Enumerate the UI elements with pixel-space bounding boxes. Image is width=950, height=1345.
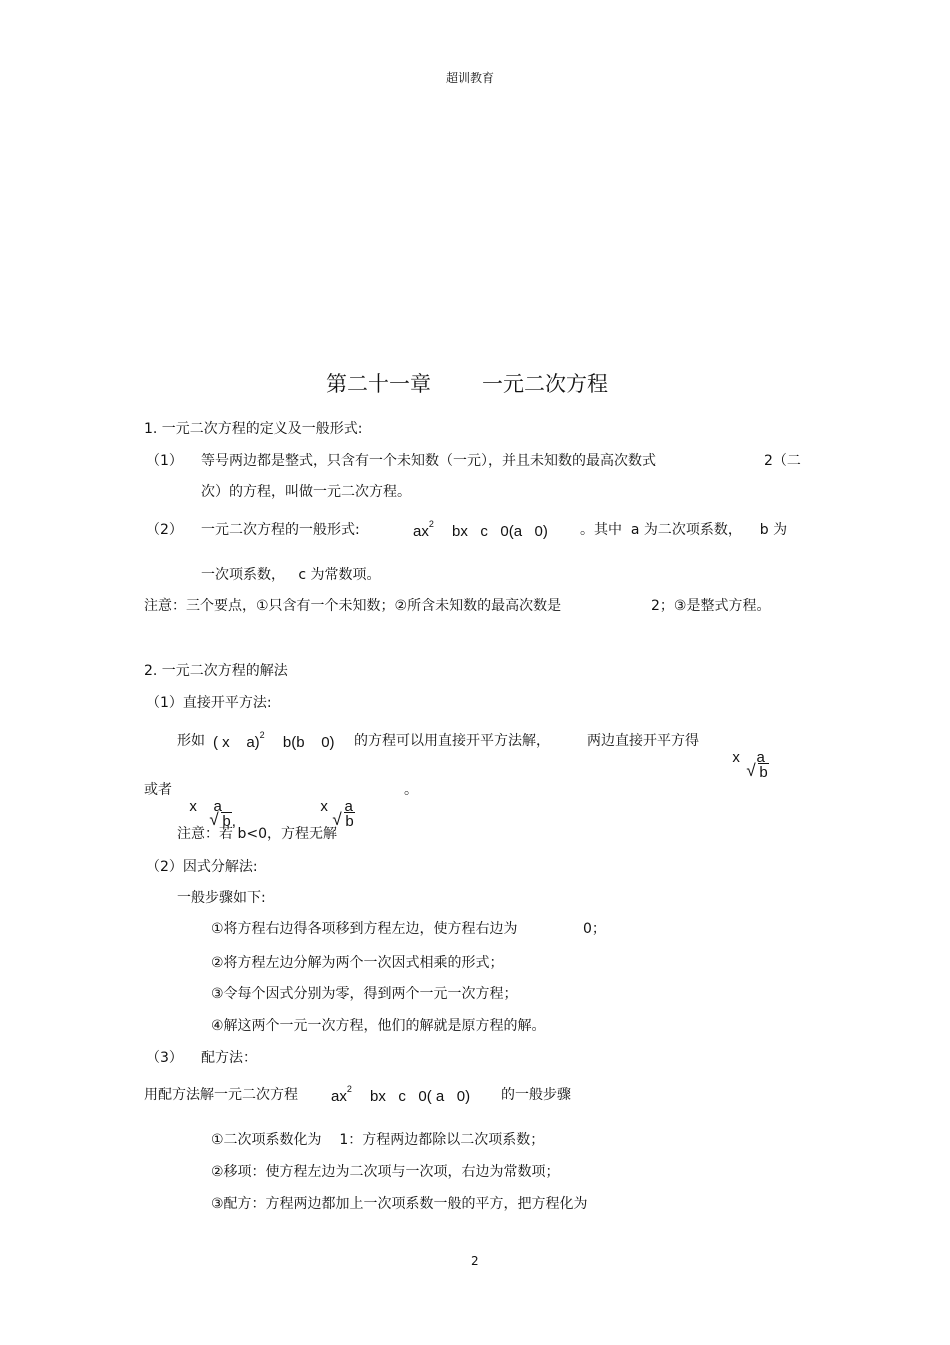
solution-plus: x a √ b,: [181, 784, 236, 829]
method-3-step-3: ③配方：方程两边都加上一次项系数一般的平方，把方程化为: [211, 1196, 588, 1212]
section-2-heading: 2. 一元二次方程的解法: [144, 663, 288, 679]
solution-end: 。: [404, 782, 418, 798]
method-3-step-2: ②移项：使方程左边为二次项与一次项，右边为常数项；: [211, 1164, 560, 1180]
or-label: 或者: [144, 782, 172, 798]
general-form-line-2: 一次项系数， c 为常数项。: [201, 567, 381, 583]
method-2-heading: （2）因式分解法:: [146, 859, 258, 875]
item-2-number: （2）: [146, 522, 183, 538]
sqrt-symbol: √ b: [211, 814, 231, 829]
item-1-number: （1）: [146, 453, 183, 469]
method-1-heading: （1）直接开平方法:: [146, 695, 272, 711]
method-1-mid: 的方程可以用直接开平方法解，: [354, 733, 550, 749]
method-3-number: （3）: [146, 1050, 183, 1066]
method-3-intro: 用配方法解一元二次方程: [144, 1087, 298, 1103]
page-number: 2: [471, 1254, 479, 1268]
definition-tail: 2（二: [764, 453, 801, 469]
method-3-step-1: ①二次项系数化为 1：方程两边都除以二次项系数；: [211, 1132, 545, 1148]
method-2-intro: 一般步骤如下:: [177, 890, 266, 906]
method-2-step-2: ②将方程左边分解为两个一次因式相乘的形式；: [211, 955, 504, 971]
method-2-step-4: ④解这两个一元一次方程，他们的解就是原方程的解。: [211, 1018, 546, 1034]
method-2-step-1-tail: 0；: [583, 921, 606, 937]
method-1-solution: x a √ b: [724, 735, 769, 780]
general-form-tail: 。其中 a 为二次项系数， b 为: [580, 522, 788, 538]
note-text: 注意：三个要点，①只含有一个未知数；②所含未知数的最高次数是: [144, 598, 562, 614]
method-2-step-1: ①将方程右边得各项移到方程左边，使方程右边为: [211, 921, 518, 937]
sqrt-symbol: √ b: [748, 765, 768, 780]
method-1-prefix: 形如: [177, 733, 205, 749]
method-3-heading: 配方法：: [201, 1050, 257, 1066]
chapter-title: 一元二次方程: [482, 372, 608, 396]
section-1-heading: 1. 一元二次方程的定义及一般形式:: [144, 421, 363, 437]
definition-text: 等号两边都是整式，只含有一个未知数（一元），并且未知数的最高次数式: [201, 453, 656, 469]
chapter-label: 第二十一章: [326, 372, 431, 396]
method-1-mid-2: 两边直接开平方得: [587, 733, 699, 749]
method-1-note: 注意：若 b<0，方程无解: [177, 826, 337, 842]
page-header: 超训教育: [446, 71, 495, 85]
solution-minus: x a √ b: [312, 784, 355, 829]
note-tail: 2；③是整式方程。: [651, 598, 771, 614]
general-form-equation: $ax^2$ bx c 0(a 0): [413, 519, 548, 540]
method-3-equation: $ax^2$ bx c 0( a 0): [331, 1084, 471, 1105]
method-2-step-3: ③令每个因式分别为零，得到两个一元一次方程；: [211, 986, 518, 1002]
definition-line-2: 次）的方程，叫做一元二次方程。: [201, 484, 411, 500]
method-3-tail: 的一般步骤: [501, 1087, 571, 1103]
method-1-equation: ( x a)$^2$ b(b 0): [213, 730, 335, 751]
sqrt-symbol: √ b: [334, 814, 354, 829]
general-form-label: 一元二次方程的一般形式:: [201, 522, 360, 538]
